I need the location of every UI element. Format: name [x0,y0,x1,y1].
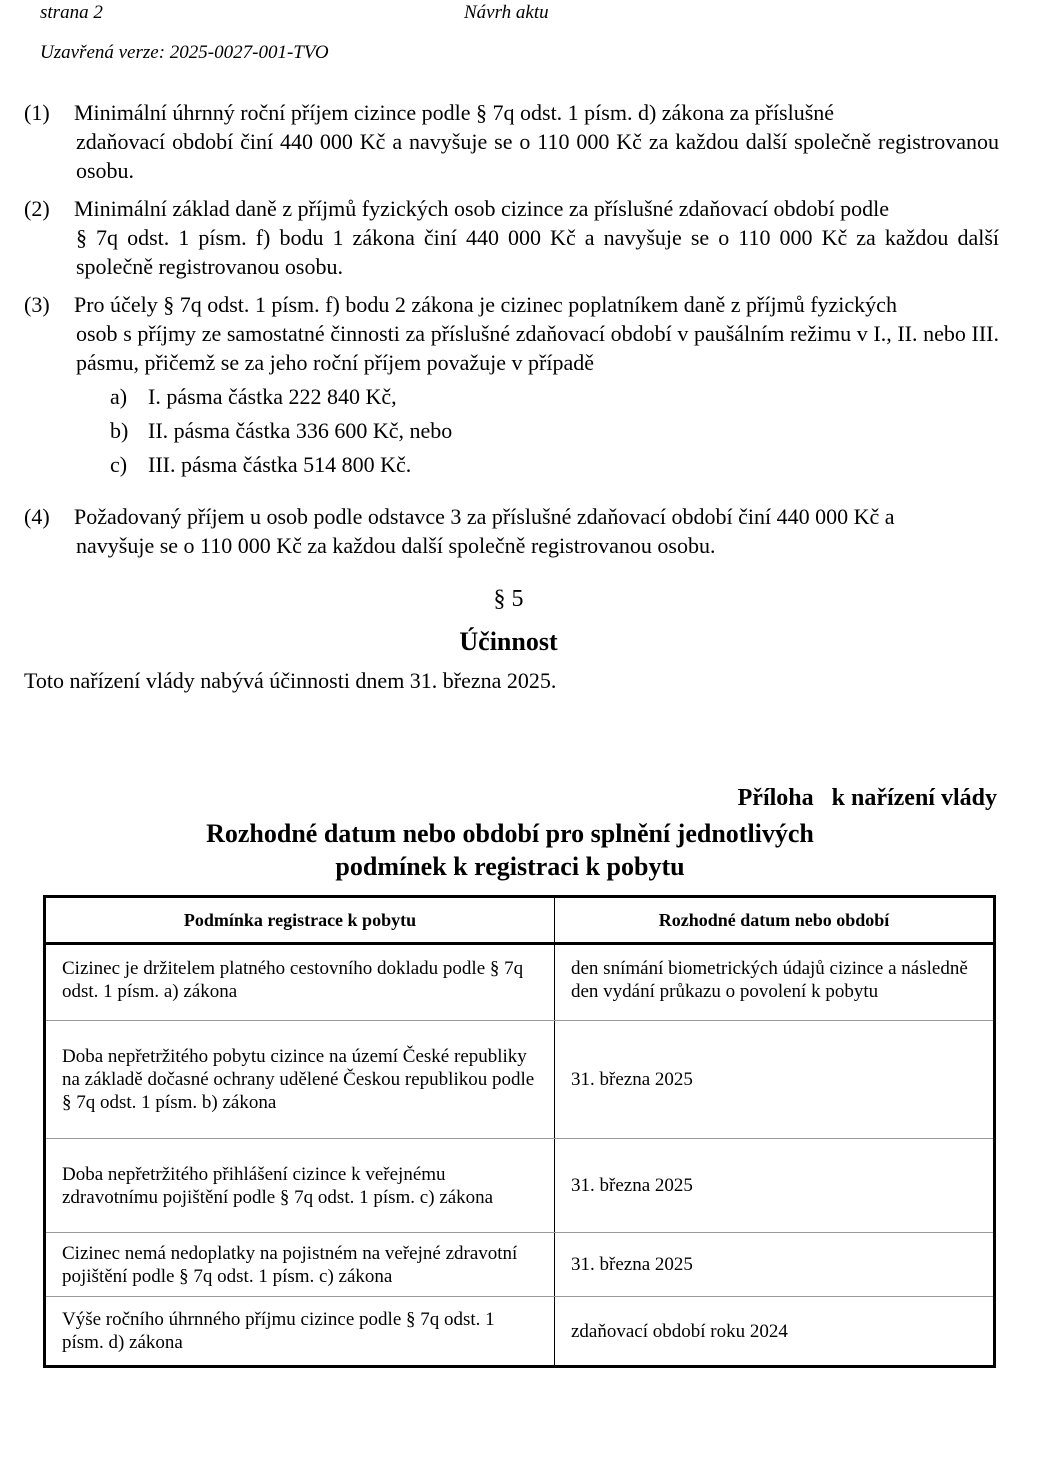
table-row [45,1233,995,1297]
annex-title-line-1: Rozhodné datum nebo období pro splnění jednotlivých [206,819,814,848]
date-cell: den snímání biometrických údajů cizince a následně den vydání průkazu o povolení k pobytu [555,944,995,1021]
table-row [45,944,995,1021]
document-status: Návrh aktu [464,2,549,23]
date-cell: 31. března 2025 [555,1139,995,1233]
paragraph-first-line: Pro účely § 7q odst. 1 písm. f) bodu 2 zákona je cizinec poplatníkem daně z příjmů fyzických [74,292,897,317]
income-bands-list [110,380,452,482]
date-cell: zdaňovací období roku 2024 [571,1320,788,1342]
annex-label: Příloha k nařízení vlády [737,785,997,811]
list-marker: b) [110,418,129,443]
paragraph-number: (3) [24,292,50,317]
list-marker: a) [110,384,128,409]
date-cell: 31. března 2025 [555,1021,995,1139]
version-label: Uzavřená verze: 2025-0027-001-TVO [40,42,329,63]
condition-cell: Cizinec je držitelem platného cestovního dokladu podle § 7q odst. 1 písm. a) zákona [45,944,555,1021]
condition-cell: Cizinec nemá nedoplatky na pojistném na veřejné zdravotní pojištění podle § 7q odst. 1 písm. c) zákona [45,1233,555,1297]
column-header-date: Rozhodné datum nebo období [555,897,995,944]
list-item-text: III. pásma částka 514 800 Kč. [148,452,412,477]
paragraph-continuation: navyšuje se o 110 000 Kč za každou další společně registrovanou osobu. [76,533,716,558]
list-item-text: II. pásma částka 336 600 Kč, nebo [148,418,453,443]
paragraph-1 [24,98,999,185]
list-item [110,380,452,414]
paragraph-4 [24,502,999,560]
list-marker: c) [110,452,128,477]
list-item [110,414,452,448]
date-cell: 31. března 2025 [555,1233,995,1297]
table-row [45,1139,995,1233]
condition-cell: Výše ročního úhrnného příjmu cizince podle § 7q odst. 1 písm. d) zákona [45,1297,555,1367]
effectiveness-text: Toto nařízení vlády nabývá účinnosti dnem 31. března 2025. [24,668,557,693]
paragraph-number: (2) [24,196,50,221]
section-title: Účinnost [459,627,558,656]
list-item [110,448,452,482]
paragraph-first-line: Minimální úhrnný roční příjem cizince podle § 7q odst. 1 písm. d) zákona za příslušné [74,100,835,125]
paragraph-first-line: Požadovaný příjem u osob podle odstavce 3 za příslušné zdaňovací období činí 440 000 Kč a [74,504,895,529]
paragraph-first-line: Minimální základ daně z příjmů fyzických osob cizince za příslušné zdaňovací období podle [74,196,889,221]
section-number: § 5 [493,586,524,612]
paragraph-continuation: § 7q odst. 1 písm. f) bodu 1 zákona činí 440 000 Kč a navyšuje se o 110 000 Kč za každou další společně registrovanou osobu. [76,225,999,279]
paragraph-continuation: osob s příjmy ze samostatné činnosti za příslušné zdaňovací období v paušálním režimu v I., II. nebo III. pásmu, přičemž se za jeho roční příjem považuje v případě [76,321,999,375]
condition-cell: Doba nepřetržitého pobytu cizince na území České republiky na základě dočasné ochrany udělené Českou republikou podle § 7q odst. 1 písm. b) zákona [45,1021,555,1139]
annex-title [0,817,1020,883]
table-row [45,1297,995,1367]
condition-cell: Doba nepřetržitého přihlášení cizince k veřejnému zdravotnímu pojištění podle § 7q odst. 1 písm. c) zákona [45,1139,555,1233]
table-header-row [45,897,995,944]
paragraph-continuation: zdaňovací období činí 440 000 Kč a navyšuje se o 110 000 Kč za každou další společně registrovanou osobu. [76,129,999,183]
table-row [45,1021,995,1139]
page-number: strana 2 [40,2,103,23]
paragraph-2 [24,194,999,281]
registration-conditions-table [43,895,996,1368]
paragraph-number: (4) [24,504,50,529]
paragraph-number: (1) [24,100,50,125]
paragraph-3 [24,290,999,377]
annex-title-line-2: podmínek k registraci k pobytu [335,852,685,881]
list-item-text: I. pásma částka 222 840 Kč, [148,384,397,409]
column-header-condition: Podmínka registrace k pobytu [45,897,555,944]
